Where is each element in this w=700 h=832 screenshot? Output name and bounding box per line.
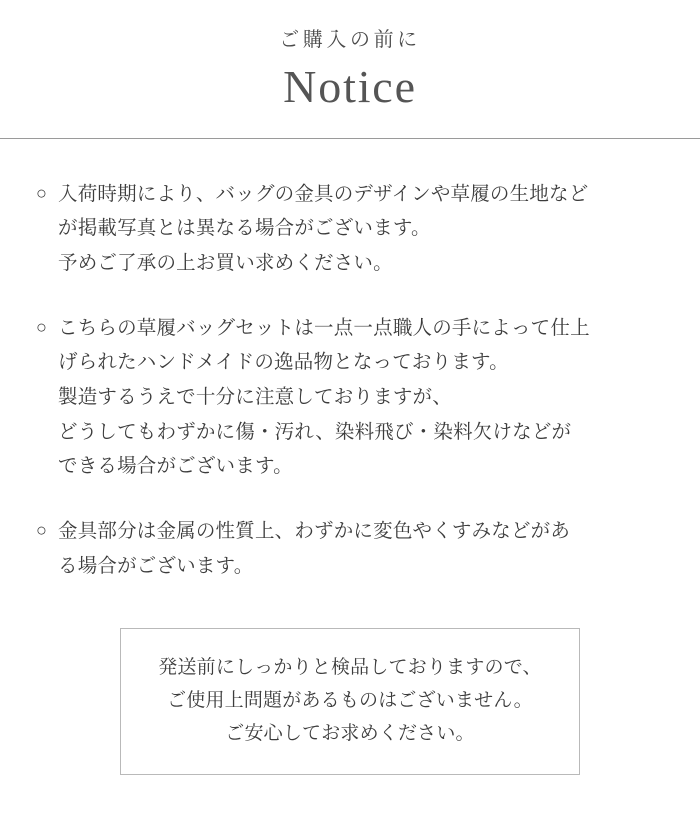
note-item	[36, 514, 664, 583]
note-text: できる場合がございます。	[58, 455, 293, 478]
bullet-spacer	[36, 246, 58, 278]
assurance-box-wrapper	[0, 628, 700, 776]
note-line	[36, 211, 664, 246]
note-line	[36, 549, 664, 584]
note-line	[36, 415, 664, 450]
note-text: 金具部分は金属の性質上、わずかに変色やくすみなどがあ	[58, 520, 571, 543]
notes-list	[0, 139, 700, 584]
bullet-spacer	[36, 211, 58, 243]
bullet-spacer	[36, 345, 58, 377]
circle-bullet-icon: ○	[36, 182, 48, 203]
page-title: Notice	[283, 61, 417, 112]
bullet-spacer	[36, 549, 58, 581]
assurance-line: ご安心してお求めください。	[225, 723, 475, 745]
note-line	[36, 514, 664, 549]
note-line	[36, 345, 664, 380]
note-line	[36, 449, 664, 484]
assurance-line: 発送前にしっかりと検品しておりますので、	[158, 656, 542, 678]
note-text: こちらの草履バッグセットは一点一点職人の手によって仕上	[58, 316, 590, 339]
note-line	[36, 177, 664, 212]
bullet-spacer	[36, 415, 58, 447]
circle-bullet-icon: ○	[36, 316, 48, 337]
note-text: る場合がございます。	[58, 554, 254, 577]
page-subtitle: ご購入の前に	[279, 29, 421, 51]
note-text: が掲載写真とは異なる場合がございます。	[58, 217, 431, 240]
note-text: 製造するうえで十分に注意しておりますが、	[58, 386, 452, 409]
assurance-line: ご使用上問題があるものはございません。	[167, 689, 533, 711]
page-header	[0, 0, 700, 116]
note-line	[36, 380, 664, 415]
circle-bullet-icon: ○	[36, 520, 48, 541]
note-item	[36, 177, 664, 281]
note-text: 予めご了承の上お買い求めください。	[58, 251, 393, 274]
assurance-box	[120, 628, 580, 776]
note-text: どうしてもわずかに傷・汚れ、染料飛び・染料欠けなどが	[58, 420, 572, 443]
note-item	[36, 311, 664, 485]
note-text: げられたハンドメイドの逸品物となっております。	[58, 351, 509, 374]
note-line	[36, 311, 664, 346]
bullet-spacer	[36, 449, 58, 481]
note-text: 入荷時期により、バッグの金具のデザインや草履の生地など	[58, 182, 589, 205]
bullet-spacer	[36, 380, 58, 412]
note-line	[36, 246, 664, 281]
